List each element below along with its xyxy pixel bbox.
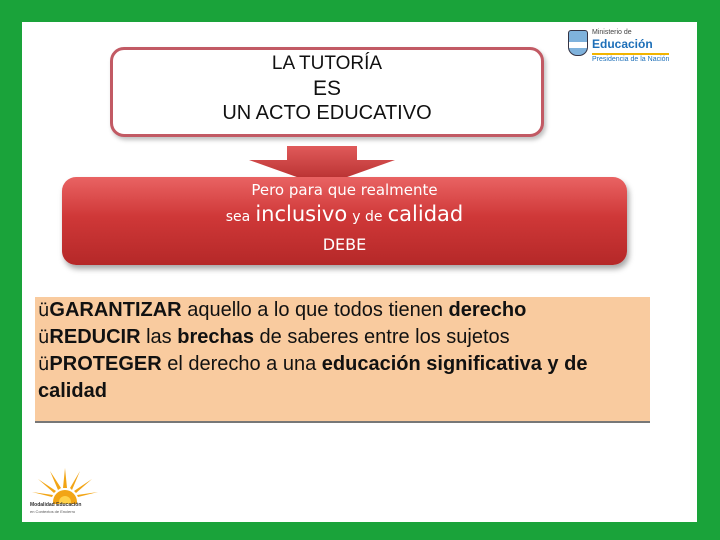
item-3-bold: PROTEGER — [49, 353, 162, 375]
check-icon: ü — [38, 327, 50, 348]
list-item — [35, 297, 650, 324]
check-icon: ü — [38, 300, 50, 321]
argentina-coat-of-arms-icon — [568, 30, 588, 56]
callout-word-calidad: calidad — [387, 202, 464, 226]
callout-word-inclusivo: inclusivo — [255, 202, 348, 226]
list-item — [35, 351, 650, 405]
item-3-text: el derecho a una — [161, 353, 322, 375]
ministerio-line-3: Presidencia de la Nación — [592, 53, 669, 63]
modalidad-logo — [28, 466, 108, 518]
red-callout-box — [62, 177, 627, 265]
item-1-bold-2: derecho — [448, 299, 527, 321]
list-item — [35, 324, 650, 351]
callout-word-sea: sea — [225, 209, 251, 225]
title-box — [110, 47, 544, 137]
check-icon: ü — [38, 354, 50, 375]
item-3-bold-2: educación significativa y de calidad — [38, 353, 588, 402]
callout-line-2 — [62, 200, 627, 231]
callout-line-3: DEBE — [322, 235, 367, 254]
item-1-text: aquello a lo que todos tienen — [181, 299, 449, 321]
callout-word-y-de: y de — [352, 209, 383, 225]
item-2-bold: REDUCIR — [49, 326, 141, 348]
item-1-bold: GARANTIZAR — [49, 299, 182, 321]
modalidad-caption-1: Modalidad Educación — [30, 502, 82, 508]
callout-line-1: Pero para que realmente — [251, 181, 438, 199]
ministerio-logo — [564, 26, 682, 66]
title-line-3: UN ACTO EDUCATIVO — [222, 102, 432, 124]
item-2-text: las — [140, 326, 178, 348]
slide — [22, 22, 697, 522]
modalidad-caption-2: en Contextos de Encierro — [30, 509, 76, 514]
objectives-list — [35, 297, 650, 423]
item-2-bold-2: brechas — [177, 326, 254, 348]
ministerio-line-2: Educación — [592, 37, 653, 51]
item-2-text-end: de saberes entre los sujetos — [253, 326, 510, 348]
title-line-2: ES — [312, 77, 341, 100]
ministerio-line-1: Ministerio de — [592, 29, 632, 36]
sun-icon — [30, 466, 100, 504]
title-line-1: LA TUTORÍA — [271, 53, 383, 74]
